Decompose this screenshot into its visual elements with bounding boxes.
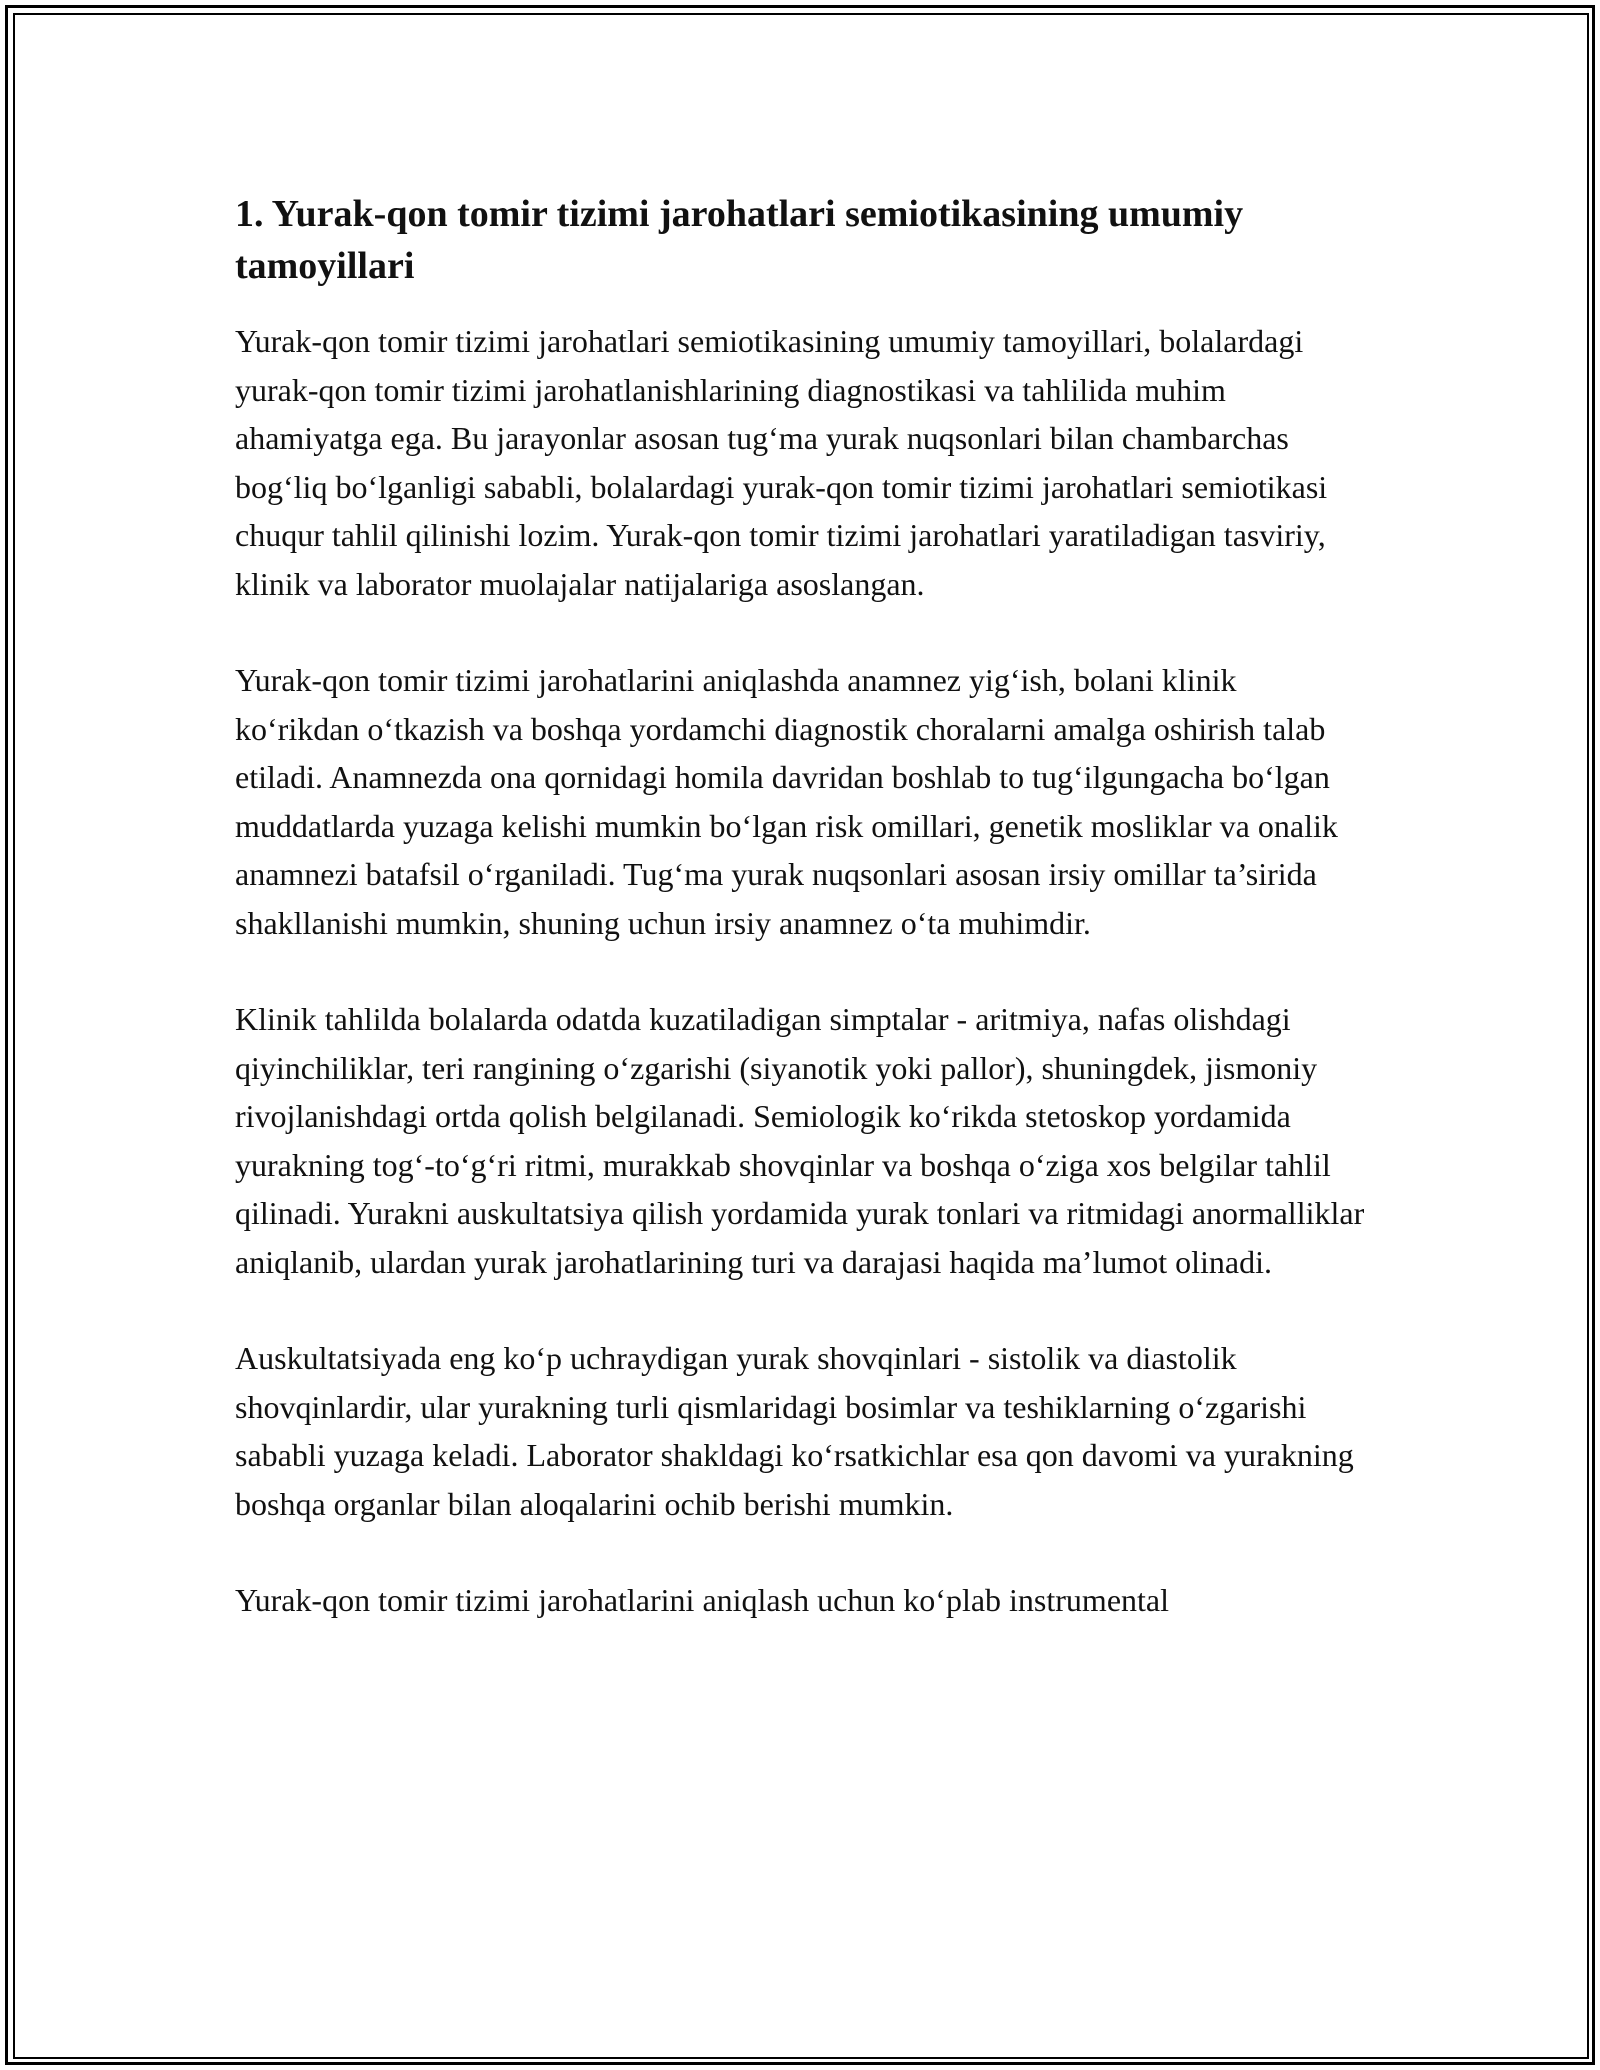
section-title: 1. Yurak-qon tomir tizimi jarohatlari semiotikasining umumiy tamoyillari xyxy=(235,193,1244,287)
paragraph-3: Klinik tahlilda bolalarda odatda kuzatiladigan simptalar - aritmiya, nafas olishdagi qiyinchiliklar, teri rangining o‘zgarishi (siyanotik yoki pallor), shuningdek, jismoniy rivojlanishdagi ortda qolish belgilanadi. Semiologik ko‘rikda stetoskop yordamida yurakning tog‘-to‘g‘ri ritmi, murakkab shovqinlar va boshqa o‘ziga xos belgilar tahlil qilinadi. Yurakni auskultatsiya qilish yordamida yurak tonlari va ritmidagi anormalliklar aniqlanib, ulardan yurak jarohatlarining turi va darajasi haqida ma’lumot olinadi. xyxy=(235,1001,1365,1280)
paragraph-5: Yurak-qon tomir tizimi jarohatlarini aniqlash uchun ko‘plab instrumental xyxy=(235,1582,1169,1618)
paragraph-1: Yurak-qon tomir tizimi jarohatlari semiotikasining umumiy tamoyillari, bolalardagi yurak-qon tomir tizimi jarohatlanishlarining diagnostikasi va tahlilida muhim ahamiyatga ega. Bu jarayonlar asosan tug‘ma yurak nuqsonlari bilan chambarchas bog‘liq bo‘lganligi sababli, bolalardagi yurak-qon tomir tizimi jarohatlari semiotikasi chuqur tahlil qilinishi lozim. Yurak-qon tomir tizimi jarohatlari yaratiladigan tasviriy, klinik va laborator muolajalar natijalariga asoslangan. xyxy=(235,323,1328,602)
paragraph-2: Yurak-qon tomir tizimi jarohatlarini aniqlashda anamnez yig‘ish, bolani klinik ko‘rikdan o‘tkazish va boshqa yordamchi diagnostik choralarni amalga oshirish talab etiladi. Anamnezda ona qornidagi homila davridan boshlab to tug‘ilgungacha bo‘lgan muddatlarda yuzaga kelishi mumkin bo‘lgan risk omillari, genetik mosliklar va onalik anamnezi batafsil o‘rganiladi. Tug‘ma yurak nuqsonlari asosan irsiy omillar ta’sirida shakllanishi mumkin, shuning uchun irsiy anamnez o‘ta muhimdir. xyxy=(235,662,1338,941)
paragraph-4: Auskultatsiyada eng ko‘p uchraydigan yurak shovqinlari - sistolik va diastolik shovqinlardir, ular yurakning turli qismlaridagi bosimlar va teshiklarning o‘zgarishi sababli yuzaga keladi. Laborator shakldagi ko‘rsatkichlar esa qon davomi va yurakning boshqa organlar bilan aloqalarini ochib berishi mumkin. xyxy=(235,1340,1354,1522)
document-body xyxy=(235,188,1365,1625)
